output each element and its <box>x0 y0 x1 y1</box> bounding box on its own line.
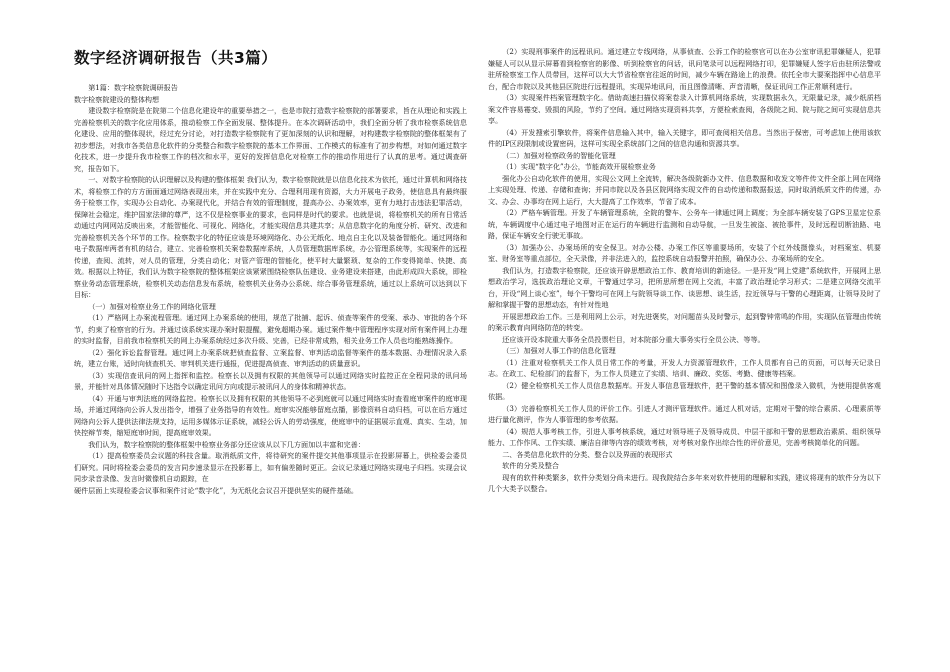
left-column-paragraph: 一、对数字检察院的认识理解以及构建的整体框架 我们认为，数字检察院就是以信息化技术为依托，通过计算机和网络技术，将检察工作的方方面面通过网络表现出来，并在实践中充分、合理利用现有资源，大力开展电子政务，使信息具有最终服务于检察工作，实现办公自动化、办案现代化，并结合有效的管理制度，提高办公、办案效率，更有力地打击违法犯罪活动，保障社会稳定，维护国家法律的尊严，这不仅是检察事业的要求，也同样是时代的要求。也就是说，将检察机关的所有日常活动通过内网网站反映出来，才能智能化、可视化、网络化，才能实现信息共建共享；从信息数字化的角度分析、研究、改进和完善检察机关各个环节的工作。检察数字化的特征应该是环境网络化、办公无纸化、地点自主化以及装备智能化。通过网络和电子数据库两者有机的结合，建立、完善检察机关案卷数据库系统，人员管理数据库系统，办公管理系统等，实现案件的远程传递，查阅、流转，对人员的管理，分类自动化；对管产管理的智能化，使平时大量繁琐、复杂的工作变得简单、快捷、高效。根据以上特征，我们认为数字检察院的整体框架应该紧紧围绕检察队伍建设、业务建设来搭建，由此形成四大系统，即检察业务动态管理系统，检察机关动态信息发布系统，检察机关业务办公系统、综合事务管理系统，通过以上系统可以达到以下目标： <box>74 175 467 299</box>
document-title: 数字经济调研报告（共3篇） <box>74 49 278 67</box>
right-column-paragraph: 我们认为，打造数字检察院，还应该开辟思想政治工作、教育培训的新途径。一是开发“网上党建”系统软件，开展网上思想政治学习，选拔政治理论文章，干警通过学习，把所思所想在网上交流，丰富了政治理论学习形式；二是建立网络交流平台，开设“网上谈心室”，每个干警均可在网上与院领导谈工作、谈思想、谈生活，拉近领导与干警的心理距离，让领导及时了解和掌握干警的思想动态，有针对性地 <box>488 265 881 309</box>
left-column <box>74 82 467 657</box>
left-column-paragraph: 第1篇：数字检察院调研报告 <box>88 83 178 92</box>
right-column-paragraph: 开展思想政治工作。三是利用网上公示，对先进褒奖，对问题苗头及时警示，起到警钟常鸣的作用，实现队伍管理由传统的案示教育向网络防范的转变。 <box>488 311 881 332</box>
left-column-paragraph: 建设数字检察院是在院第二个信息化建设年的重要举措之一，也是市院打造数字检察院的部署要求，旨在从理论和实践上完善检察机关的数字化应用体系，推动检察工作全面发展、整体提升。在本次调研活动中，我们全面分析了我市检察系统信息化建设、应用的整体现状，经过充分讨论，对打造数字检察院有了更加深刻的认识和理解，对构建数字检察院的整体框架有了初步想法，对我市各类信息化软件的分类整合和数字检察院的基本工作界面、工作模式的标准有了初步构想，对如何通过数字化技术，进一步提升我市检察工作的档次和水平，更好的发挥信息化对检察工作的推动作用进行了认真的思考。通过调查研究，报告如下。 <box>74 106 467 173</box>
right-column-paragraph: （1）注重对检察机关工作人员日常工作的考量，开发人力资源管理软件，工作人员都有自己的页面，可以每天记录日志。在政工、纪检部门的监督下，为工作人员建立了实绩、培训、廉政、奖惩、考勤、健康等档案。 <box>488 357 881 378</box>
left-column-paragraph: 数字检察院建设的整体构想 <box>74 94 160 104</box>
right-column-paragraph: 软件的分类及整合 <box>502 461 559 470</box>
right-column-paragraph: 二、各类信息化软件的分类、整合以及界面的表现形式 <box>502 449 673 459</box>
right-column-paragraph: （2）严格车辆管理。开发了车辆管理系统，全院的警车、公务车一律通过网上调度；为全部车辆安装了GPS卫星定位系统，车辆调度中心通过电子地图对正在运行的车辆进行监测和自动导航，一旦发生被盗、被抢事件，及时远程切断油路、电路，保证车辆安全行驶无事故。 <box>488 208 881 240</box>
left-column-paragraph: 硬件层面上实现检委会议事和案件讨论“数字化”，为无纸化会议召开提供坚实的硬件基础。 <box>74 485 358 495</box>
left-column-paragraph: （4）开通与审判法庭的网络监控。检察长以及拥有权限的其他领导不必到庭就可以通过网络实时查看庭审案件的庭审现场，并通过网络向公诉人发出指令，增强了业务指导的有效性。庭审实况能够留庭点播，影像资料自动归档，可以在后方通过网络向公诉人提供法律法规支持，运用多媒体示证系统，减轻公诉人的劳动强度，使庭审中的证据展示直观、真实、生动，加快控辩节奏，缩短庭审时间，提高庭审效果。 <box>74 393 467 437</box>
left-column-paragraph: 我们认为，数字检察院的整体框架中检察业务部分还应该从以下几方面加以丰富和完善： <box>88 439 365 449</box>
right-column-paragraph: 现有的软件种类繁多，软件分类划分尚未进行。现我院结合多年来对软件使用的理解和实践，建议将现有的软件分为以下几个大类予以整合。 <box>488 472 881 493</box>
left-column-paragraph: （2）强化诉讼监督管理。通过网上办案系统把侦查监督、立案监督、审判活动监督等案件的基本数据、办理情况录入系统，建立台账，适时向侦查机关、审判机关进行通报，促进提高侦查、审判活动的质量意识。 <box>74 347 467 368</box>
right-column-paragraph: 还应该开设本院重大事务全员投票栏目，对本院部分重大事务实行全员公决、等等。 <box>502 334 765 344</box>
left-column-paragraph: （一）加强对检察业务工作的网络化管理 <box>88 301 216 311</box>
right-column-paragraph: （1）实现“数字化”办公，节能高效开展检察业务 <box>502 162 656 171</box>
right-column-paragraph: （三）加强对人事工作的信息化管理 <box>502 346 616 355</box>
right-column <box>488 46 881 664</box>
right-column-paragraph: （2）实现刑事案件的远程讯问。通过建立专线网络，从事侦查、公诉工作的检察官可以在办公室审讯犯罪嫌疑人，犯罪嫌疑人可以从显示屏幕看到检察官的影像、听到检察官的问话，讯问笔录可以远程网络打印，犯罪嫌疑人签字后由驻所法警或驻所检察室工作人员带回，这样可以大大节省检察官往返的时间，减少车辆在路途上的浪费。依托全市大要案指挥中心信息平台，配合市院以及其他县区院进行远程提讯，实现异地讯问，而且图像清晰、声音清晰，保证讯问工作正常顺利进行。 <box>488 47 881 91</box>
left-column-paragraph: （1）严格网上办案流程管理。通过网上办案系统的使用，规范了批捕、起诉、侦查等案件的受案、承办、审批的各个环节，约束了检察官的行为。并通过该系统实现办案时限提醒，避免超期办案。通过案件集中管理程序实现对所有案件网上办理的实时监督，目前我市检察机关的网上办案系统经过多次升级、完善，已经非常成熟，相关业务工作人员也均能熟练操作。 <box>74 313 467 345</box>
right-column-paragraph: （3）完善检察机关工作人员的评价工作。引进人才测评管理软件。通过人机对话，定期对干警的综合素质、心理素质等进行量化测评，作为人事管理的参考依据。 <box>488 403 881 424</box>
right-column-paragraph: 强化办公自动化软件的使用，实现公文网上全流转，解决各级院新办文件、信息数据和收发文等件传文件全部上网在网络上实现处理、传递、存储和查询；并同市院以及各县区院网络实现文件的自动传递和数据报送，同时取消纸质文件的传递，办文、办会、办事均在网上运行，大大提高了工作效率，节省了成本。 <box>488 173 881 206</box>
right-column-paragraph: （2）健全检察机关工作人员信息数据库。开发人事信息管理软件，把干警的基本情况和图像录入微机，为使用提供客观依据。 <box>488 380 881 401</box>
right-column-paragraph: （3）实现案件档案管理数字化。借助高速扫描仪将案卷录入计算机网络系统，实现数据永久，无限量记录，减少纸质档案文件容易霉变、毁损的风险，节约了空间。通过网络实现资料共享，方便检索查阅，各级院之间、院与院之间可实现信息共享。 <box>488 93 881 125</box>
left-column-paragraph: （1）提高检察委员会议题的科技含量。取消纸质文件，将待研究的案件提交其他事项显示在投影屏幕上，供检委会委员们研究。同时将检委会委员的发言同步速录显示在投影幕上，如有偏差随时更正。会议记录通过网络实现电子归档。实现会议同步录音录像、发言时微像机自动跟踪，在 <box>74 451 467 483</box>
right-column-paragraph: （4）开发搜索引擎软件，将案件信息输入其中，输入关键字，即可查阅相关信息。当然出于保密，可考虑加上使用该软件的IP区段限制或设置密码，这样可实现全系统部门之间的信息沟通和资源共享。 <box>488 127 881 148</box>
right-column-paragraph: （二）加强对检察政务的智能化管理 <box>502 150 616 160</box>
left-column-paragraph: （3）实现信查讯问的网上指挥和监控。检察长以及拥有权限的其他领导可以通过网络实时监控正在全程同录的讯问场景，并能针对具体情况随时下达指令以确定讯问方向或提示被讯问人的身体和精神状态。 <box>74 370 467 391</box>
right-column-paragraph: （4）规范人事考核工作，引进人事考核系统，通过对领导班子及领导成员、中层干部和干警的思想政治素质、组织领导能力、工作作风、工作实绩、廉洁自律等内容的绩效考核，对考核对象作出综合性的评价意见，完善考核简单化的问题。 <box>488 426 881 447</box>
right-column-paragraph: （3）加强办公、办案场所的安全保卫。对办公楼、办案工作区等重要场所，安装了个红外线摄像头，对档案室、机要室、财务室等重点部位，全天录像，并非法进入的，监控系统自动报警并拍照，确保办公、办案场所的安全。 <box>488 242 881 263</box>
